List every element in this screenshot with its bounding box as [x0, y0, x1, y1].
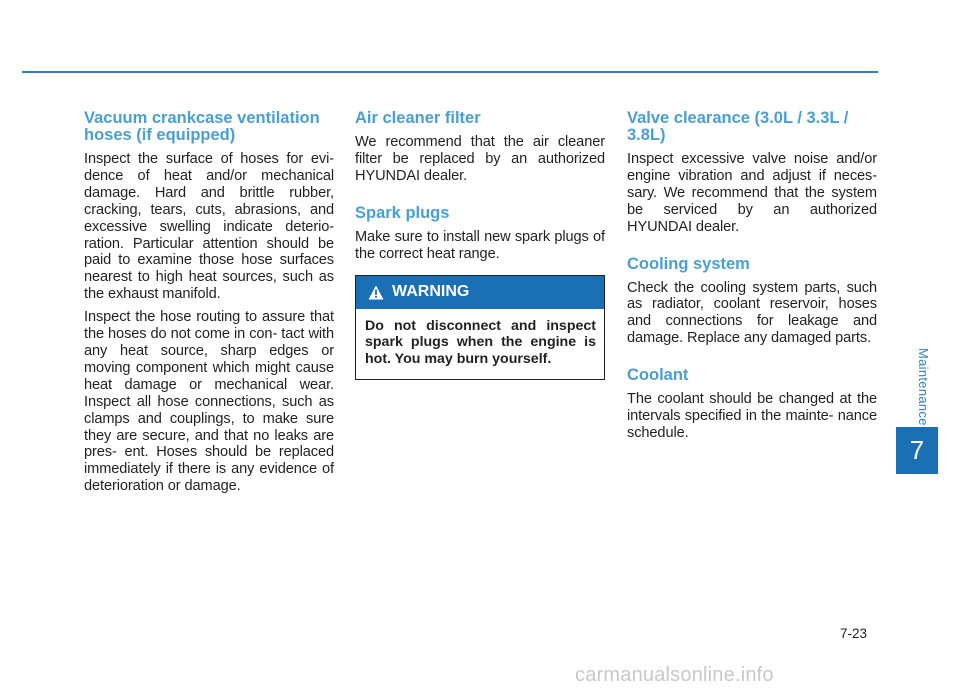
valve-clearance-heading: Valve clearance (3.0L / 3.3L / 3.8L)	[627, 109, 849, 144]
warning-header	[356, 276, 604, 309]
column-2	[355, 110, 605, 380]
crankcase-hoses-heading: Vacuum crankcase ventilation hoses (if equipped)	[84, 109, 320, 144]
coolant-text: The coolant should be changed at the intervals specified in the mainte- nance schedule.	[627, 391, 877, 441]
crankcase-hoses-paragraph-1: Inspect the surface of hoses for evi- dence of heat and/or mechanical damage. Hard and brittle rubber, cracking, tears, cuts, abrasions, and excessive swelling indicate deterio- ration. Particular attention should be paid to examine those hose surfaces nearest to high heat sources, such as the exhaust manifold.	[84, 151, 334, 303]
warning-triangle-icon	[368, 285, 384, 300]
warning-title: WARNING	[392, 283, 470, 301]
column-1	[84, 110, 334, 501]
cooling-system-text: Check the cooling system parts, such as radiator, coolant reservoir, hoses and connections for leakage and damage. Replace any damaged parts.	[627, 279, 877, 347]
valve-clearance-text: Inspect excessive valve noise and/or engine vibration and adjust if neces- sary. We recommend that the system be serviced by an authorized HYUNDAI dealer.	[627, 151, 877, 235]
watermark: carmanualsonline.info	[575, 664, 774, 686]
spark-plugs-heading: Spark plugs	[355, 203, 450, 222]
chapter-tab: 7	[896, 427, 938, 474]
top-rule	[22, 71, 878, 73]
section-label: Maintenance	[916, 348, 931, 426]
air-cleaner-text: We recommend that the air cleaner filter be replaced by an authorized HYUNDAI dealer.	[355, 134, 605, 184]
column-3	[627, 110, 877, 448]
spark-plugs-text: Make sure to install new spark plugs of the correct heat range.	[355, 228, 605, 262]
cooling-system-heading: Cooling system	[627, 254, 750, 273]
warning-box	[355, 275, 605, 381]
crankcase-hoses-paragraph-2: Inspect the hose routing to assure that the hoses do not come in con- tact with any heat source, sharp edges or moving component which might cause heat damage or mechanical wear. Inspect all hose connections, such as clamps and couplings, to make sure they are secure, and that no leaks are pres- ent. Hoses should be replaced immediately if there is any evidence of deterioration or damage.	[84, 309, 334, 495]
coolant-heading: Coolant	[627, 366, 689, 385]
page-number: 7-23	[840, 626, 868, 641]
warning-text: Do not disconnect and inspect spark plugs when the engine is hot. You may burn yourself.	[365, 317, 596, 367]
air-cleaner-heading: Air cleaner filter	[355, 109, 481, 127]
